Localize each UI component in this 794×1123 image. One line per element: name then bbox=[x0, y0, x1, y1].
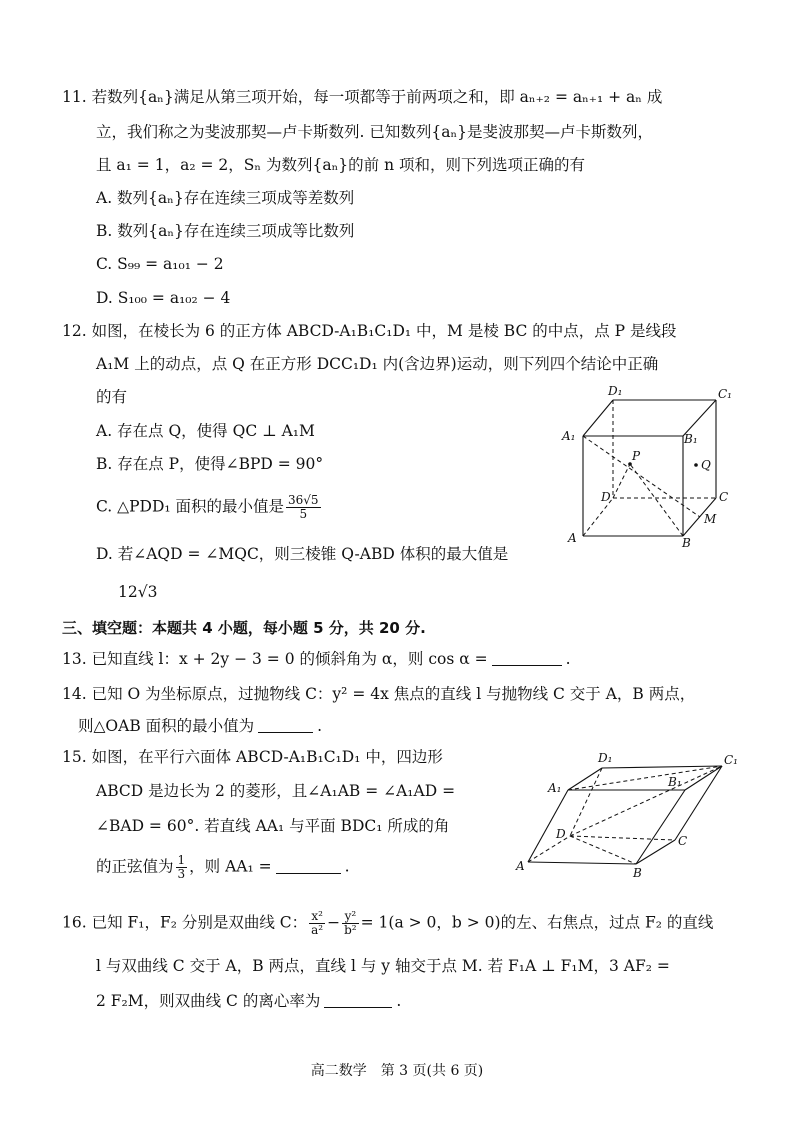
q15-line2: ABCD 是边长为 2 的菱形，且∠A₁AB = ∠A₁AD = bbox=[96, 782, 456, 800]
q16-answer-blank bbox=[324, 1007, 392, 1008]
q15-line4: 的正弦值为 $\frac{1}{3}$ ，则 AA₁ = . bbox=[96, 853, 350, 881]
fraction-denominator: 5 bbox=[299, 507, 308, 521]
edge-b1-c1 bbox=[685, 766, 722, 790]
fraction-numerator: 36√5 bbox=[288, 493, 319, 507]
q14-line2: 则△OAB 面积的最小值为 . bbox=[78, 717, 323, 735]
label-a: A bbox=[516, 859, 525, 873]
q15-line1: 15. 如图，在平行六面体 ABCD-A₁B₁C₁D₁ 中，四边形 bbox=[62, 748, 443, 766]
fraction-denominator: b² bbox=[344, 923, 357, 937]
q12-line2: A₁M 上的动点，点 Q 在正方形 DCC₁D₁ 内(含边界)运动，则下列四个结论中正确 bbox=[96, 355, 659, 373]
edge-a1-d1 bbox=[568, 768, 602, 790]
q14-answer-blank bbox=[258, 732, 313, 733]
label-b1: B₁ bbox=[684, 432, 698, 446]
label-b1: B₁ bbox=[668, 775, 682, 789]
q15-text-a: 的正弦值为 bbox=[96, 857, 174, 876]
edge-b-c bbox=[636, 840, 675, 864]
label-a1: A₁ bbox=[548, 781, 562, 795]
q12-option-c bbox=[96, 494, 323, 521]
q12-option-c-text: C. △PDD₁ 面积的最小值是 bbox=[96, 497, 285, 516]
fraction-denominator: a² bbox=[311, 923, 324, 937]
q16-text-c: 2 F₂M，则双曲线 C 的离心率为 bbox=[96, 992, 321, 1010]
hidden-edge-d-c bbox=[570, 836, 675, 840]
q15-text-b: ，则 AA₁ = bbox=[189, 857, 272, 876]
point-q bbox=[694, 463, 698, 467]
fraction-numerator: y² bbox=[342, 910, 359, 924]
q16-text-a: 16. 已知 F₁，F₂ 分别是双曲线 C： bbox=[62, 913, 308, 932]
q16-line2: l 与双曲线 C 交于 A，B 两点，直线 l 与 y 轴交于点 M. 若 F₁A ⊥ F₁M，3 AF₂ = bbox=[96, 957, 670, 975]
q12-option-c-fraction bbox=[286, 494, 321, 521]
q15-line3: ∠BAD = 60°. 若直线 AA₁ 与平面 BDC₁ 所成的角 bbox=[96, 817, 450, 835]
fraction-numerator: 1 bbox=[177, 853, 186, 867]
q16-fraction-x bbox=[309, 910, 325, 937]
q13-text: 13. 已知直线 l：x + 2y − 3 = 0 的倾斜角为 α，则 cos α = bbox=[62, 650, 488, 668]
label-d: D bbox=[556, 827, 566, 841]
fraction-numerator: x² bbox=[309, 910, 325, 924]
q13-line: 13. 已知直线 l：x + 2y − 3 = 0 的倾斜角为 α，则 cos α = . bbox=[62, 650, 571, 668]
q12-option-b: B. 存在点 P，使得∠BPD = 90° bbox=[96, 455, 324, 473]
label-a1: A₁ bbox=[562, 429, 576, 443]
edge-b1-c1 bbox=[683, 400, 716, 436]
label-c: C bbox=[678, 834, 688, 848]
label-d: D bbox=[601, 490, 611, 504]
q11-option-a: A. 数列{aₙ}存在连续三项成等差数列 bbox=[96, 189, 355, 207]
edge-b1-b bbox=[636, 790, 688, 864]
label-d1: D₁ bbox=[608, 384, 623, 398]
parallelepiped-figure bbox=[510, 742, 750, 882]
edge-a1-a bbox=[528, 790, 568, 862]
edge-a-b bbox=[528, 862, 636, 864]
edge-d1-c1 bbox=[602, 766, 722, 768]
q15-answer-blank bbox=[276, 873, 341, 874]
q11-line1: 11. 若数列{aₙ}满足从第三项开始，每一项都等于前两项之和，即 aₙ₊₂ = aₙ₊₁ + aₙ 成 bbox=[62, 88, 663, 106]
q11-option-c: C. S₉₉ = a₁₀₁ − 2 bbox=[96, 255, 224, 273]
section-heading: 三、填空题：本题共 4 小题，每小题 5 分，共 20 分. bbox=[62, 619, 426, 637]
fraction-denominator: 3 bbox=[177, 867, 186, 881]
label-c1: C₁ bbox=[718, 387, 732, 401]
label-c: C bbox=[719, 490, 729, 504]
label-p: P bbox=[632, 449, 641, 463]
edge-a1-d1 bbox=[583, 400, 613, 436]
q11-line3: 且 a₁ = 1，a₂ = 2，Sₙ 为数列{aₙ}的前 n 项和，则下列选项正确的有 bbox=[96, 156, 586, 174]
page-footer: 高二数学 第 3 页(共 6 页) bbox=[310, 1063, 484, 1079]
label-q: Q bbox=[701, 458, 711, 472]
segment-a1-c1 bbox=[568, 766, 722, 790]
label-a: A bbox=[568, 531, 577, 545]
q12-option-a: A. 存在点 Q，使得 QC ⊥ A₁M bbox=[96, 422, 315, 440]
label-b: B bbox=[633, 866, 642, 880]
q16-line3: 2 F₂M，则双曲线 C 的离心率为 . bbox=[96, 992, 402, 1010]
q12-option-d-line1: D. 若∠AQD = ∠MQC，则三棱锥 Q-ABD 体积的最大值是 bbox=[96, 545, 509, 563]
q13-answer-blank bbox=[492, 665, 562, 666]
q12-line1: 12. 如图，在棱长为 6 的正方体 ABCD-A₁B₁C₁D₁ 中，M 是棱 BC 的中点，点 P 是线段 bbox=[62, 322, 677, 340]
q11-line2: 立，我们称之为斐波那契—卢卡斯数列. 已知数列{aₙ}是斐波那契—卢卡斯数列， bbox=[96, 123, 654, 141]
label-m: M bbox=[704, 512, 717, 526]
label-c1: C₁ bbox=[724, 753, 738, 767]
q16-line1: 16. 已知 F₁，F₂ 分别是双曲线 C： $\frac{\text{x²}}{\text{a²}}$ − $\frac{\text{y²}}{\text{b²}}$ = 1(a > 0，b > 0)的左、右焦点，过点 F₂ 的直线 bbox=[62, 909, 714, 937]
label-b: B bbox=[682, 536, 691, 550]
q16-text-b: = 1(a > 0，b > 0)的左、右焦点，过点 F₂ 的直线 bbox=[360, 913, 714, 932]
q14-text: 则△OAB 面积的最小值为 bbox=[78, 717, 255, 735]
q14-line1: 14. 已知 O 为坐标原点，过抛物线 C：y² = 4x 焦点的直线 l 与抛物线 C 交于 A，B 两点， bbox=[62, 685, 696, 703]
segment-d-b bbox=[570, 836, 636, 864]
q11-option-b: B. 数列{aₙ}存在连续三项成等比数列 bbox=[96, 222, 355, 240]
label-d1: D₁ bbox=[598, 751, 613, 765]
segment-d-p bbox=[613, 464, 630, 498]
q12-option-d-line2: 12√3 bbox=[118, 583, 158, 601]
cube-figure bbox=[558, 380, 748, 550]
q11-option-d: D. S₁₀₀ = a₁₀₂ − 4 bbox=[96, 289, 231, 307]
q12-line3: 的有 bbox=[96, 388, 128, 406]
q16-fraction-y bbox=[342, 910, 359, 937]
q15-fraction bbox=[176, 854, 188, 881]
